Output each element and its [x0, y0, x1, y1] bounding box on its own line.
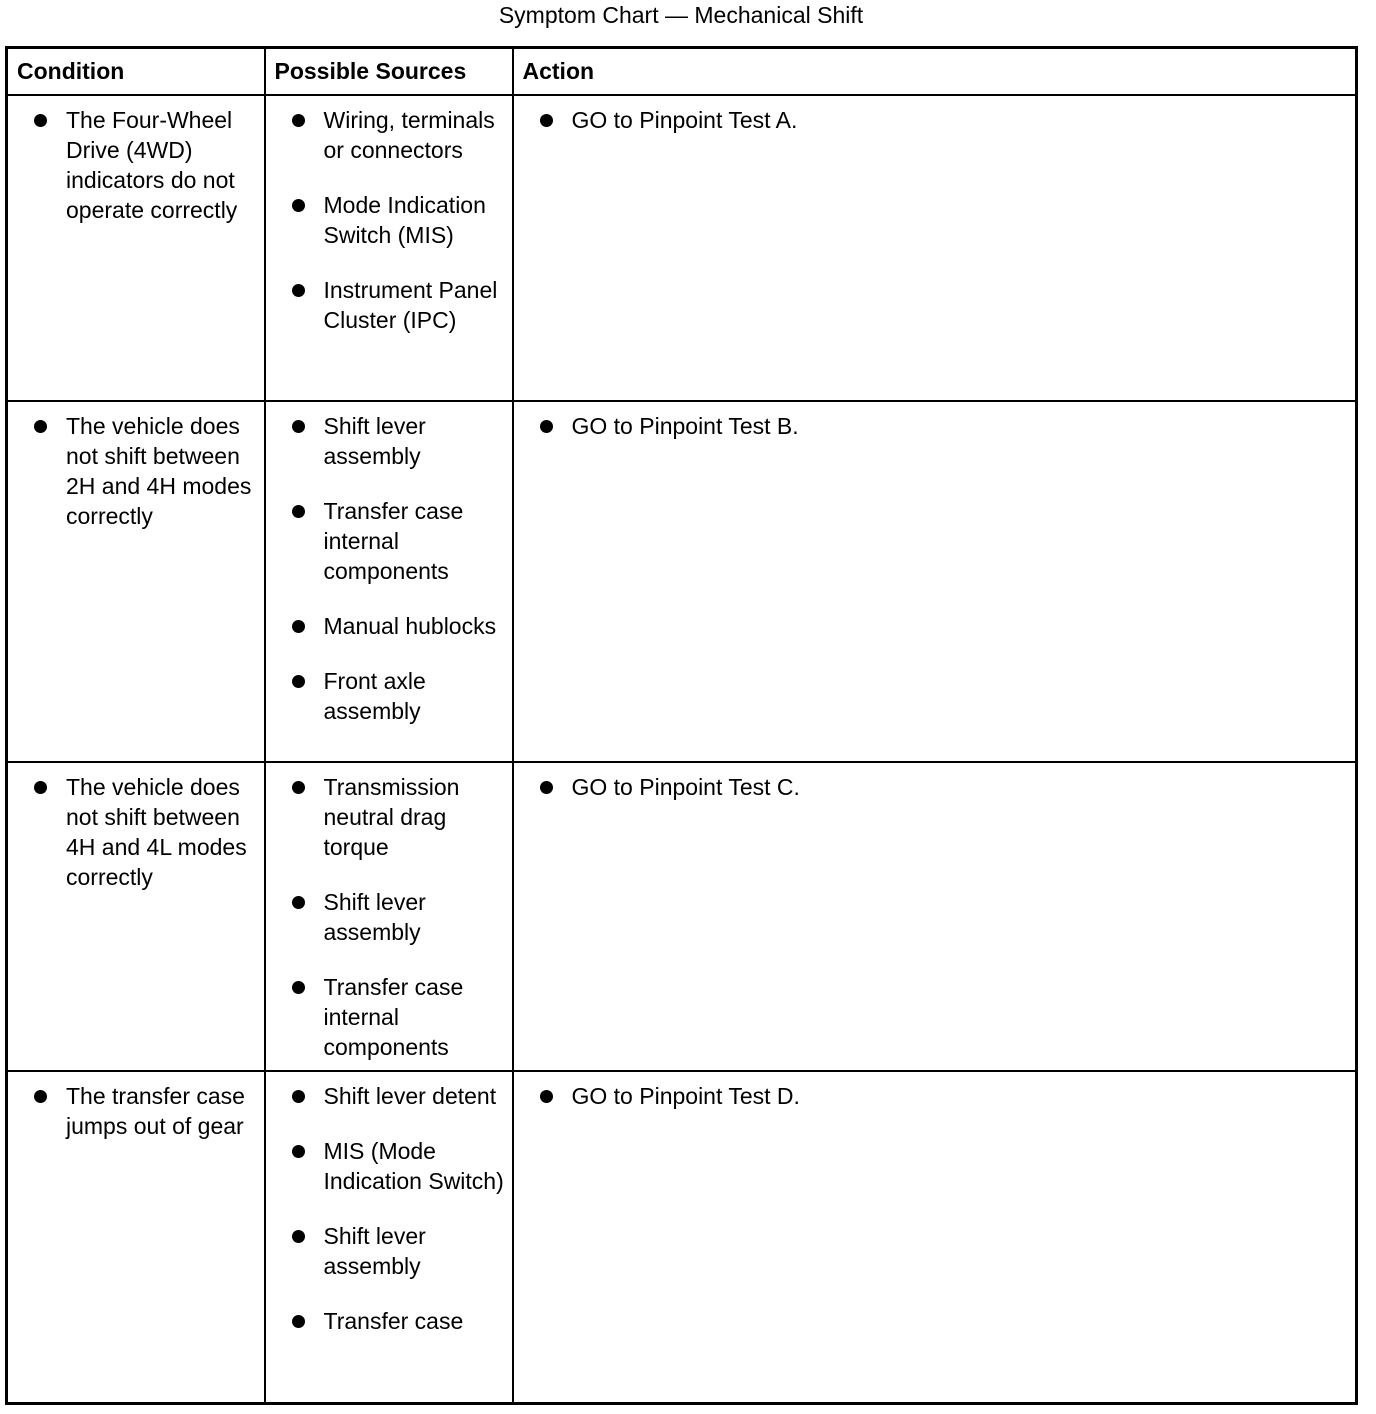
- source-text: Shift lever assembly: [323, 1223, 426, 1279]
- sources-cell: [265, 401, 513, 762]
- source-text: Mode Indication Switch (MIS): [323, 192, 486, 248]
- source-text: Manual hublocks: [323, 613, 497, 639]
- table-row: [7, 762, 1357, 1071]
- header-condition: Condition: [7, 48, 265, 96]
- list-item: [266, 1136, 506, 1196]
- source-text: Shift lever assembly: [323, 413, 426, 469]
- source-text: Wiring, terminals or connectors: [323, 107, 495, 163]
- table-row: [7, 401, 1357, 762]
- list-item: [8, 772, 258, 892]
- bullet-icon: [292, 114, 305, 127]
- action-text: GO to Pinpoint Test B.: [571, 413, 799, 439]
- bullet-icon: [34, 420, 47, 433]
- bullet-icon: [540, 781, 553, 794]
- source-text: Transfer case internal components: [323, 498, 464, 584]
- bullet-icon: [292, 1145, 305, 1158]
- bullet-icon: [292, 620, 305, 633]
- action-text: GO to Pinpoint Test D.: [571, 1083, 800, 1109]
- condition-cell: [7, 762, 265, 1071]
- list-item: [8, 411, 258, 531]
- list-item: [8, 105, 258, 225]
- list-item: [8, 1081, 258, 1141]
- list-item: [266, 1306, 506, 1336]
- action-cell: [513, 1071, 1357, 1404]
- list-item: [266, 1081, 506, 1111]
- list-item: [266, 972, 506, 1062]
- list-item: [266, 190, 506, 250]
- symptom-table: [5, 46, 1358, 1405]
- bullet-icon: [292, 1230, 305, 1243]
- list-item: [266, 411, 506, 471]
- page-title: Symptom Chart — Mechanical Shift: [498, 2, 864, 28]
- bullet-icon: [34, 114, 47, 127]
- list-item: [266, 275, 506, 335]
- header-action: Action: [513, 48, 1357, 96]
- bullet-icon: [292, 981, 305, 994]
- bullet-icon: [540, 114, 553, 127]
- table-row: [7, 95, 1357, 401]
- sources-cell: [265, 1071, 513, 1404]
- bullet-icon: [540, 1090, 553, 1103]
- condition-cell: [7, 95, 265, 401]
- action-cell: [513, 762, 1357, 1071]
- action-text: GO to Pinpoint Test C.: [571, 774, 800, 800]
- bullet-icon: [292, 199, 305, 212]
- source-text: Transfer case: [323, 1308, 464, 1334]
- source-text: Transfer case internal components: [323, 974, 464, 1060]
- condition-text: The vehicle does not shift between 2H and 4H modes correctly: [66, 413, 252, 529]
- list-item: [266, 1221, 506, 1281]
- action-cell: [513, 95, 1357, 401]
- list-item: [266, 611, 506, 641]
- list-item: [266, 496, 506, 586]
- source-text: Front axle assembly: [323, 668, 426, 724]
- list-item: [266, 772, 506, 862]
- list-item: [266, 105, 506, 165]
- bullet-icon: [292, 675, 305, 688]
- condition-text: The Four-Wheel Drive (4WD) indicators do not operate correctly: [66, 107, 238, 223]
- source-text: Shift lever detent: [323, 1083, 497, 1109]
- sources-cell: [265, 95, 513, 401]
- source-text: Transmission neutral drag torque: [323, 774, 460, 860]
- bullet-icon: [292, 896, 305, 909]
- list-item: [266, 666, 506, 726]
- bullet-icon: [34, 1090, 47, 1103]
- bullet-icon: [540, 420, 553, 433]
- list-item: [514, 411, 1350, 441]
- condition-text: The vehicle does not shift between 4H and 4L modes correctly: [66, 774, 247, 890]
- condition-cell: [7, 1071, 265, 1404]
- bullet-icon: [292, 420, 305, 433]
- bullet-icon: [292, 1315, 305, 1328]
- list-item: [514, 105, 1350, 135]
- list-item: [514, 1081, 1350, 1111]
- table-row: [7, 1071, 1357, 1404]
- list-item: [266, 887, 506, 947]
- condition-text: The transfer case jumps out of gear: [66, 1083, 245, 1139]
- header-possible-sources: Possible Sources: [265, 48, 513, 96]
- bullet-icon: [292, 781, 305, 794]
- bullet-icon: [292, 505, 305, 518]
- source-text: Instrument Panel Cluster (IPC): [323, 277, 498, 333]
- sources-cell: [265, 762, 513, 1071]
- source-text: MIS (Mode Indication Switch): [323, 1138, 504, 1194]
- table-header-row: [7, 48, 1357, 96]
- bullet-icon: [292, 1090, 305, 1103]
- condition-cell: [7, 401, 265, 762]
- action-cell: [513, 401, 1357, 762]
- list-item: [514, 772, 1350, 802]
- source-text: Shift lever assembly: [323, 889, 426, 945]
- action-text: GO to Pinpoint Test A.: [571, 107, 798, 133]
- bullet-icon: [292, 284, 305, 297]
- bullet-icon: [34, 781, 47, 794]
